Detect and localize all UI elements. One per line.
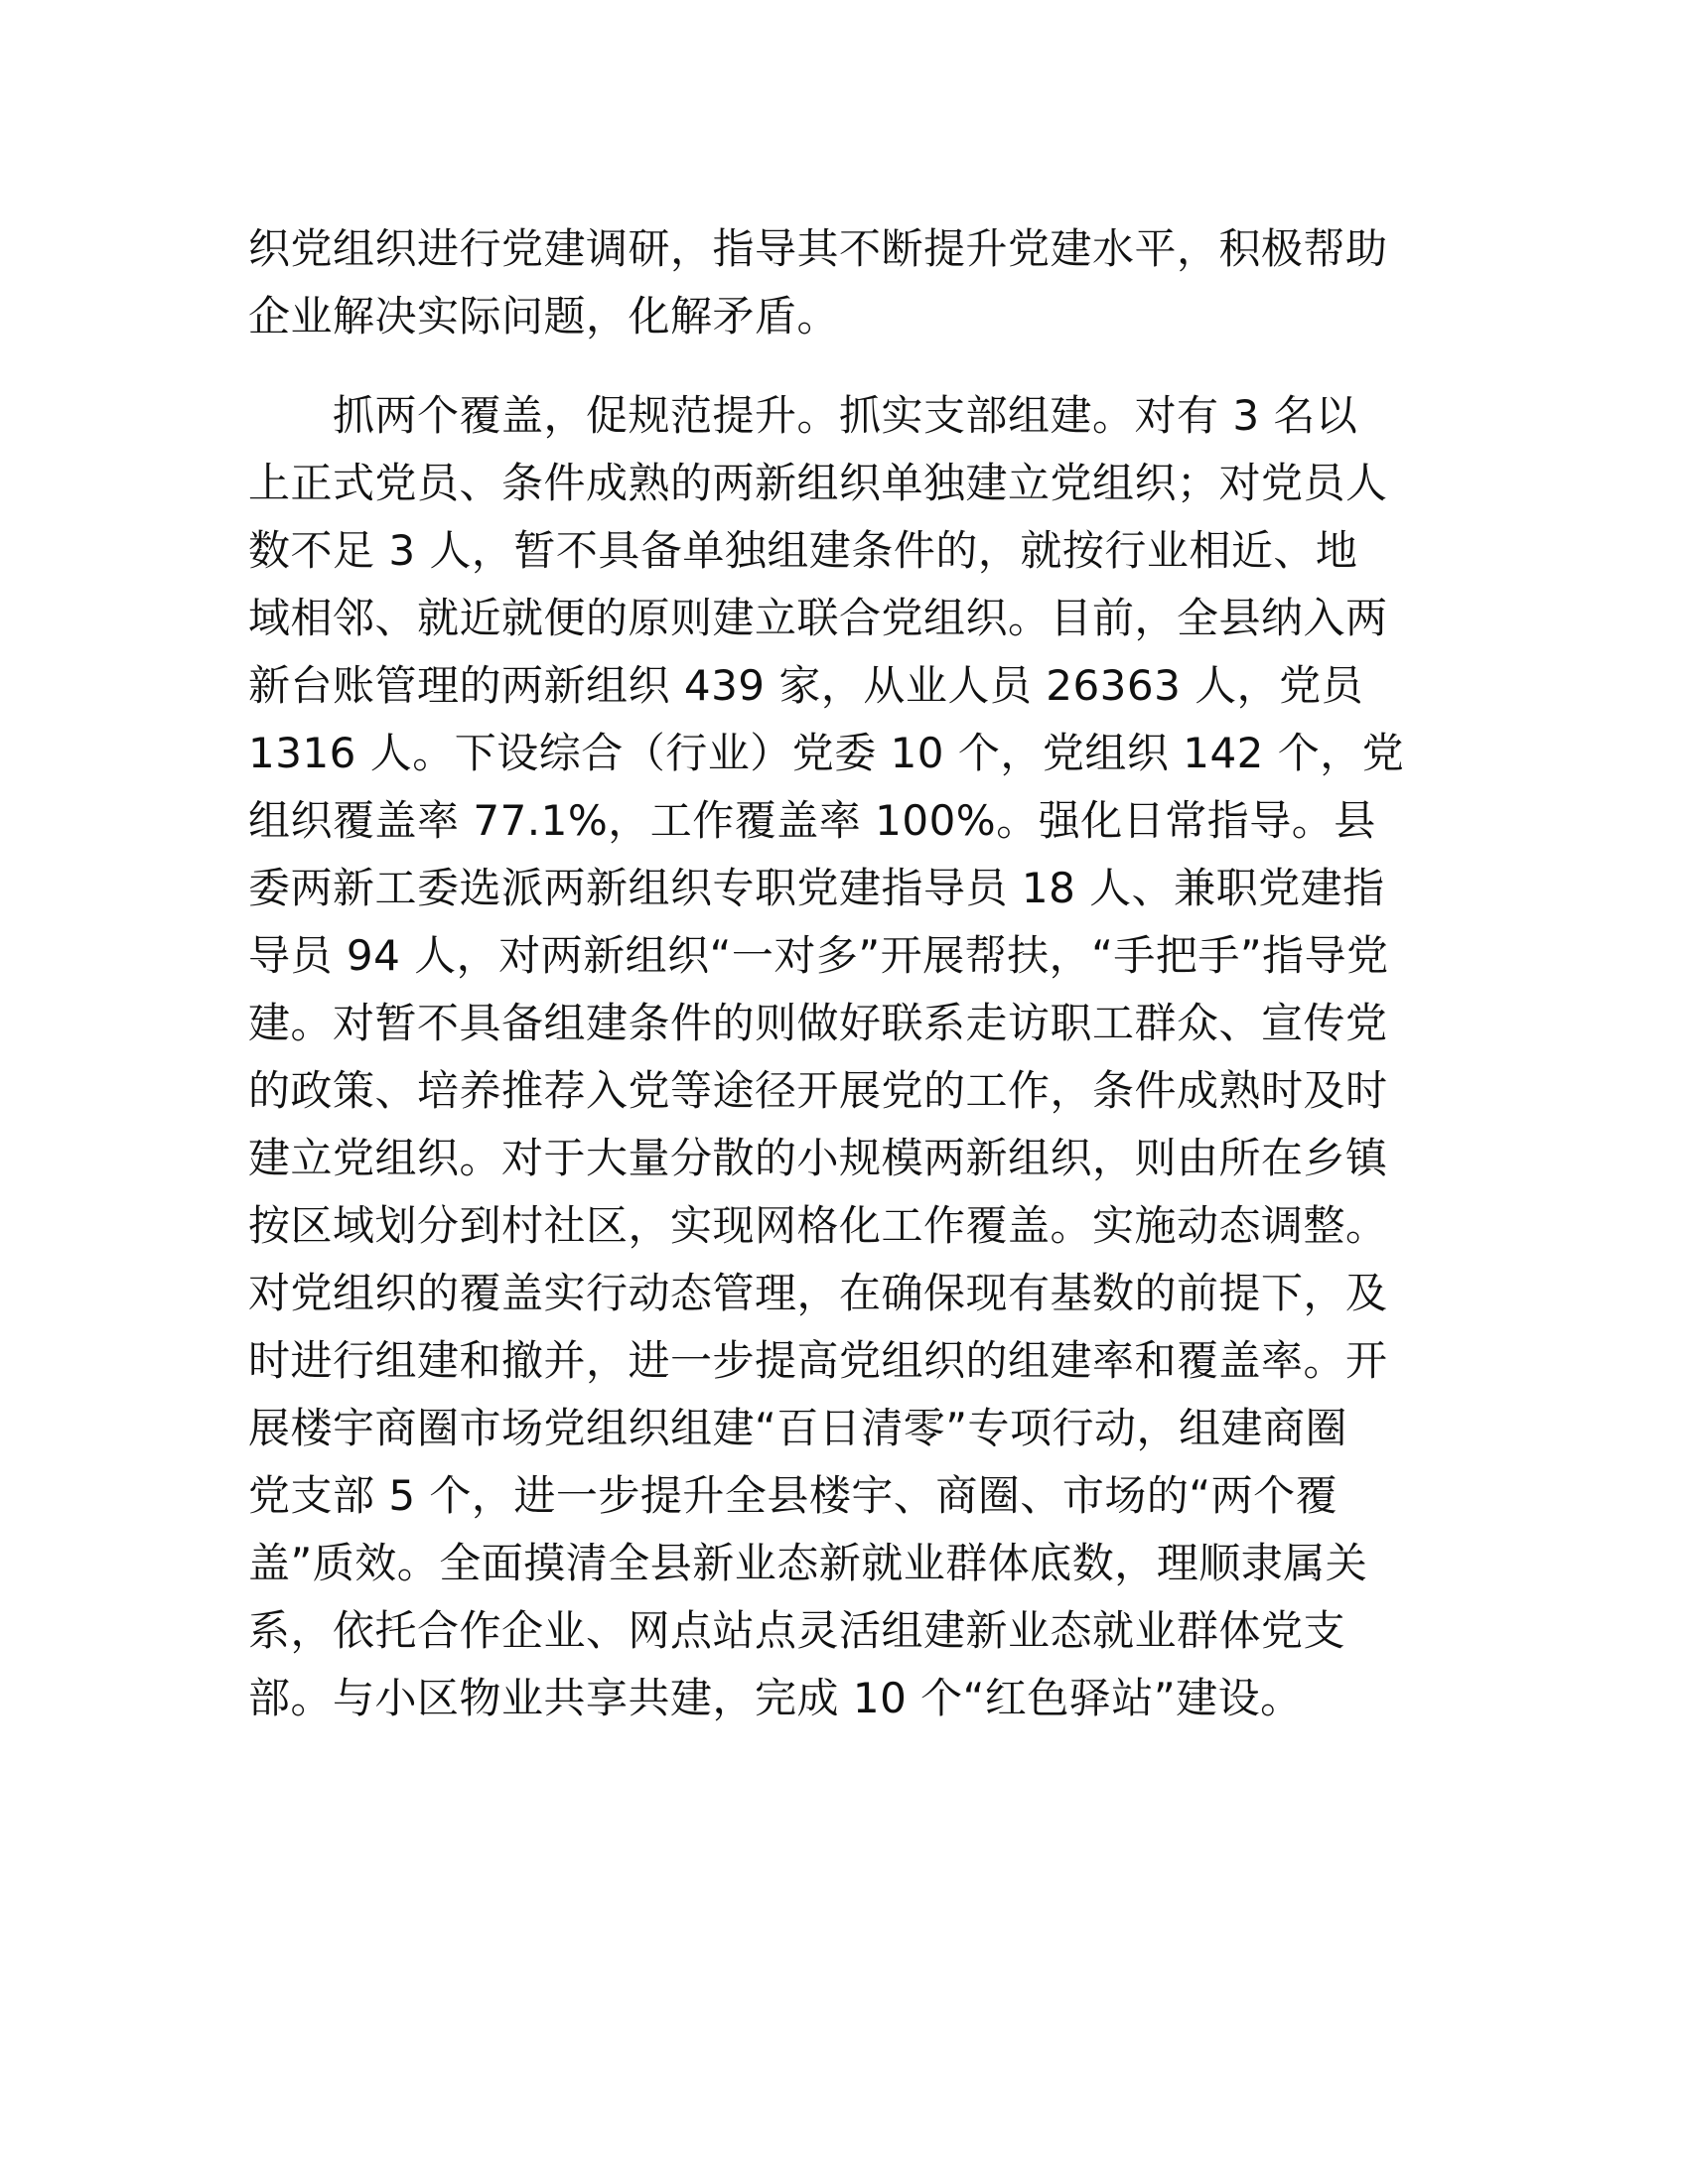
text-line: 新台账管理的两新组织 439 家，从业人员 26363 人，党员 <box>248 661 1364 710</box>
text-line: 1316 人。下设综合（行业）党委 10 个，党组织 142 个，党 <box>248 729 1405 777</box>
text-line: 部。与小区物业共享共建，完成 10 个“红色驿站”建设。 <box>248 1674 1303 1722</box>
text-line: 展楼宇商圈市场党组织组建“百日清零”专项行动，组建商圈 <box>248 1404 1348 1452</box>
text-line: 时进行组建和撤并，进一步提高党组织的组建率和覆盖率。开 <box>248 1336 1388 1385</box>
text-line: 织党组织进行党建调研，指导其不断提升党建水平，积极帮助 <box>248 224 1388 273</box>
text-line: 按区域划分到村社区，实现网格化工作覆盖。实施动态调整。 <box>248 1201 1388 1250</box>
text-line: 党支部 5 个，进一步提升全县楼宇、商圈、市场的“两个覆 <box>248 1471 1338 1520</box>
text-line: 委两新工委选派两新组织专职党建指导员 18 人、兼职党建指 <box>248 864 1385 912</box>
text-line: 盖”质效。全面摸清全县新业态新就业群体底数，理顺隶属关 <box>248 1539 1368 1587</box>
text-line: 组织覆盖率 77.1%，工作覆盖率 100%。强化日常指导。县 <box>248 796 1376 845</box>
text-line: 上正式党员、条件成熟的两新组织单独建立党组织；对党员人 <box>248 459 1388 507</box>
text-line: 域相邻、就近就便的原则建立联合党组织。目前，全县纳入两 <box>248 594 1388 642</box>
text-line: 系，依托合作企业、网点站点灵活组建新业态就业群体党支 <box>248 1606 1346 1655</box>
text-line: 导员 94 人，对两新组织“一对多”开展帮扶，“手把手”指导党 <box>248 931 1389 980</box>
text-line: 建立党组织。对于大量分散的小规模两新组织，则由所在乡镇 <box>248 1134 1388 1182</box>
text-line: 对党组织的覆盖实行动态管理，在确保现有基数的前提下，及 <box>248 1269 1388 1317</box>
text-line: 建。对暂不具备组建条件的则做好联系走访职工群众、宣传党 <box>248 999 1388 1047</box>
text-line: 抓两个覆盖，促规范提升。抓实支部组建。对有 3 名以 <box>333 391 1358 440</box>
text-line: 的政策、培养推荐入党等途径开展党的工作，条件成熟时及时 <box>248 1066 1388 1115</box>
text-line: 企业解决实际问题，化解矛盾。 <box>248 292 840 341</box>
text-line: 数不足 3 人，暂不具备单独组建条件的，就按行业相近、地 <box>248 526 1358 575</box>
